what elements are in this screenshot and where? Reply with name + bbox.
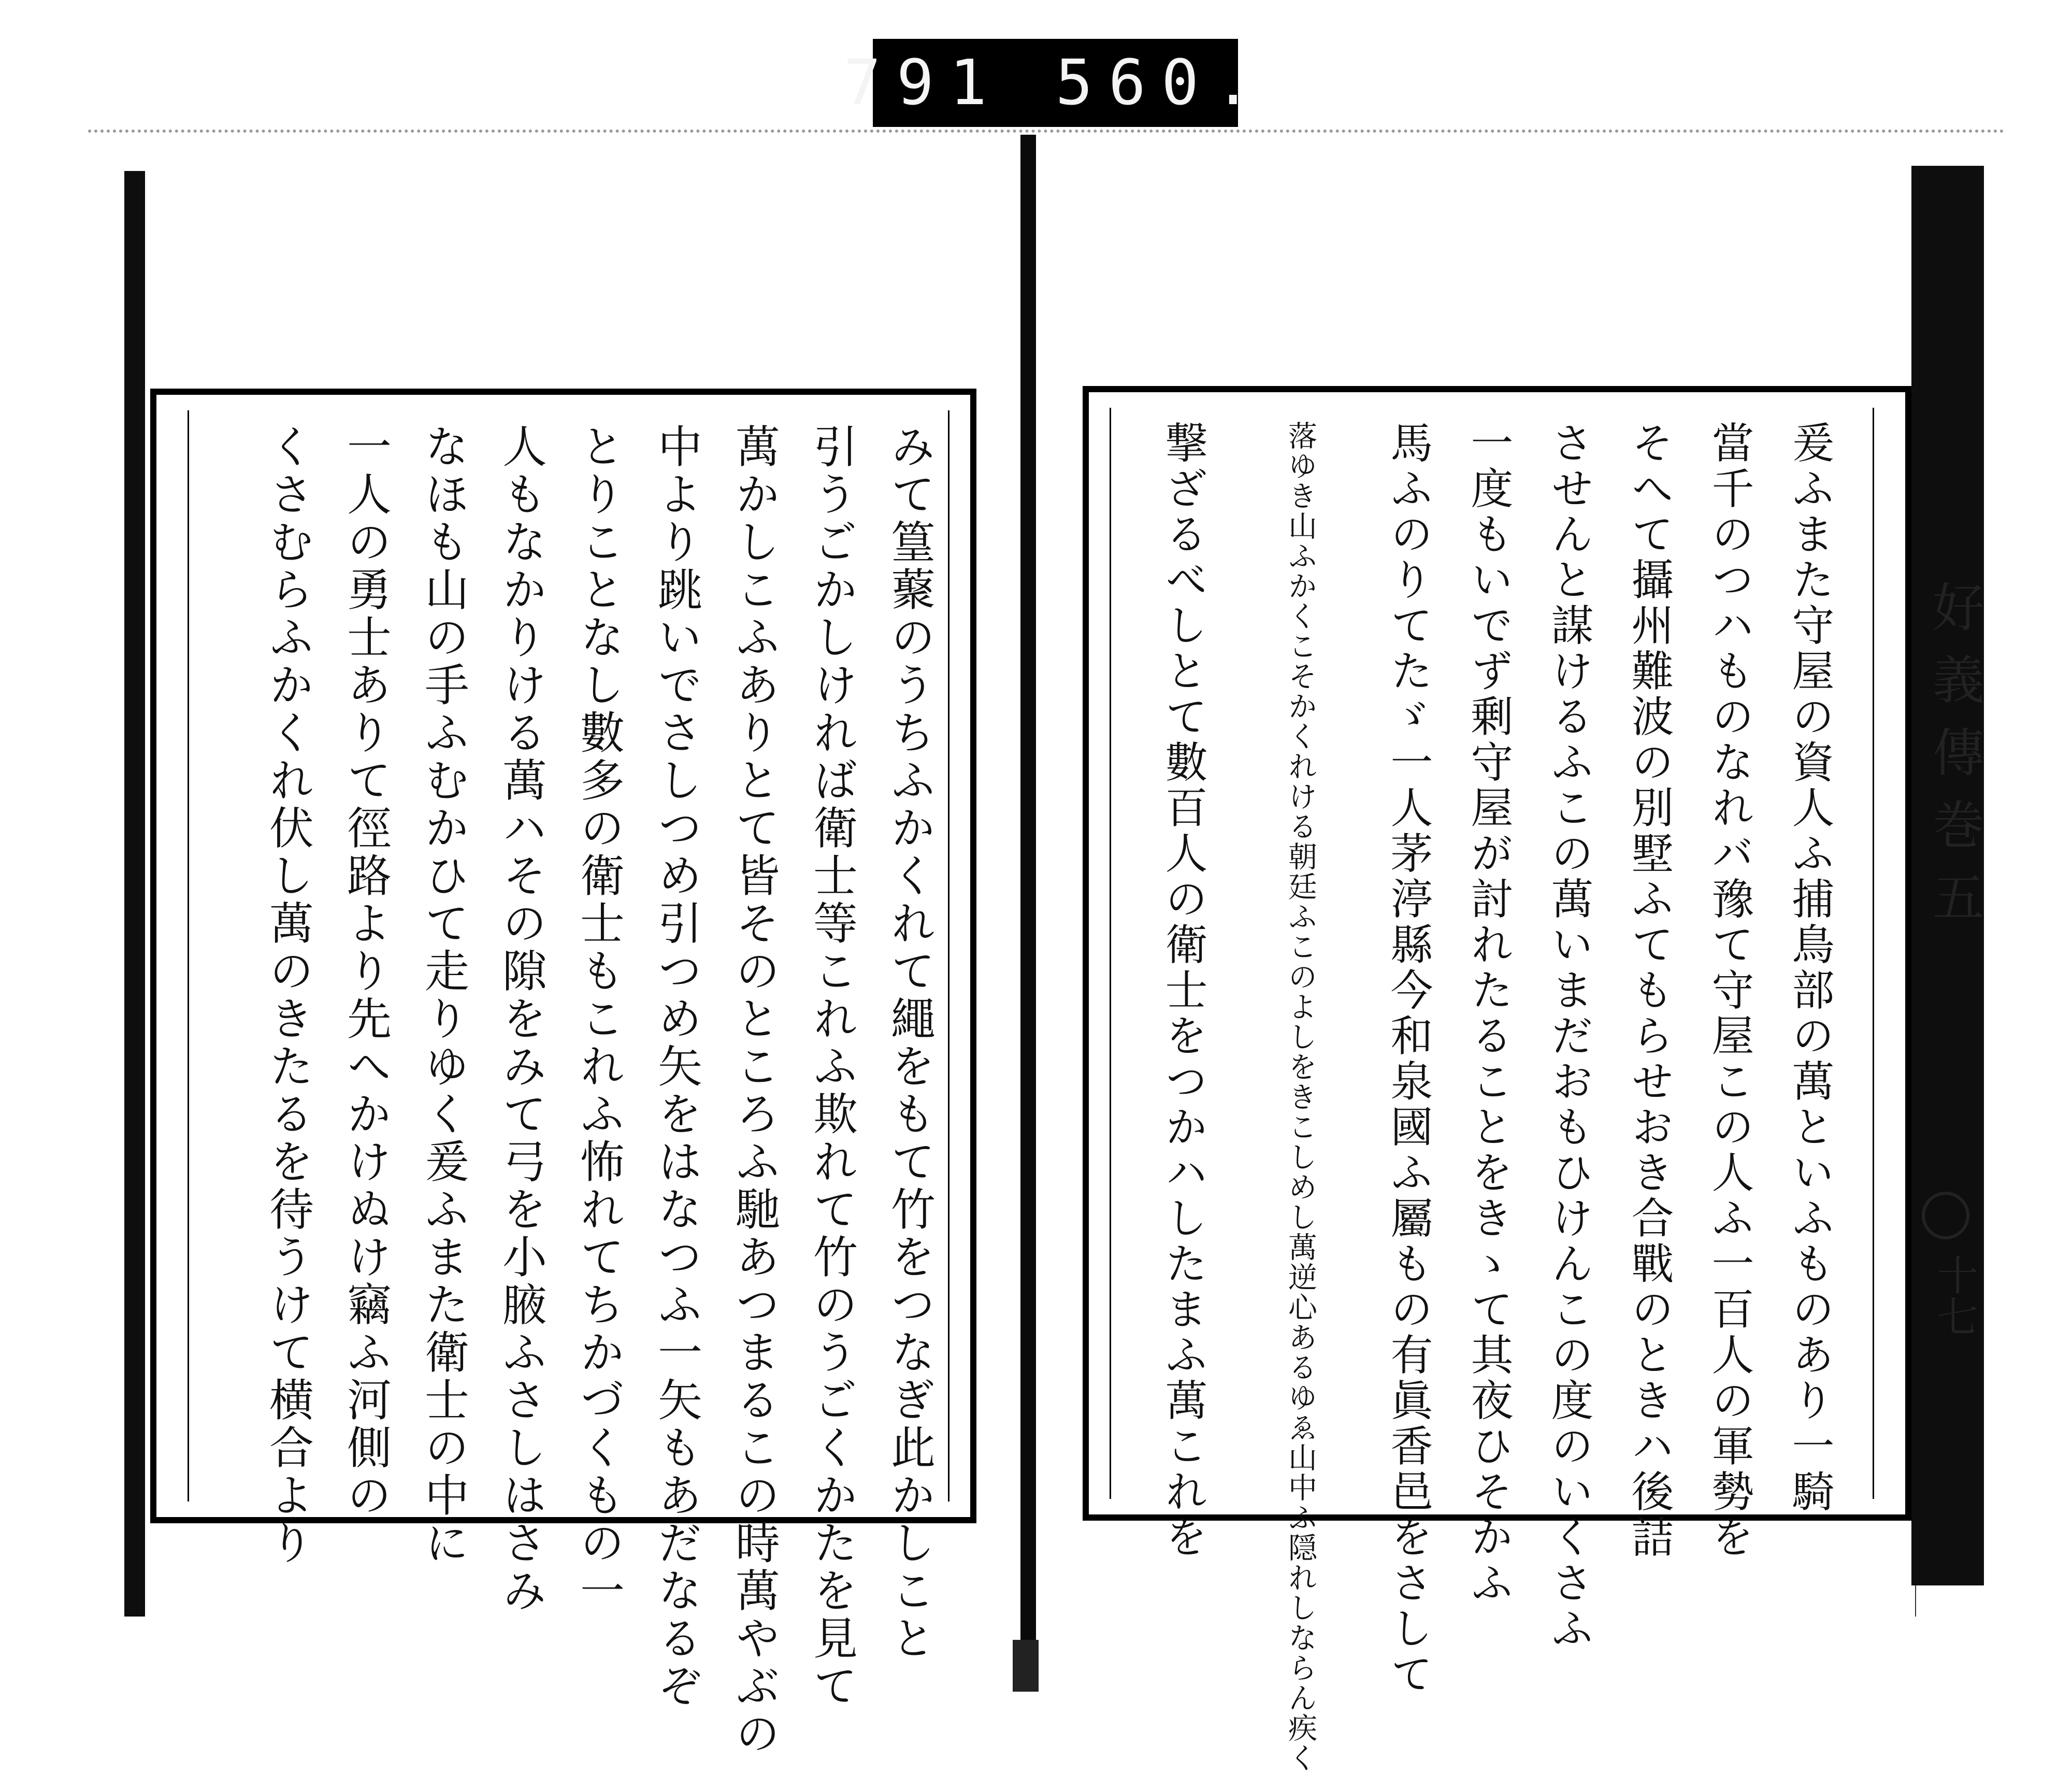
right-text-column: 落ゆき山ふかくこそかくれける朝廷ふこのよしをきこしめし萬逆心あるゆゑ山中ふ隠れしならん疾く <box>1284 421 1317 1773</box>
left-text-column: とりことなし數多の衛士もこれふ怖れてちかづくもの一 <box>572 423 624 1615</box>
left-inner-rule <box>188 410 189 1502</box>
right-text-column: 撃ざるべしとて數百人の衛士をつかハしたまふ萬これを <box>1158 421 1207 1561</box>
right-text-column: 一度もいでず剰守屋が討れたることをきゝて其夜ひそかふ <box>1464 421 1513 1606</box>
right-margin-title: 好義傳巻五 <box>1924 580 1984 943</box>
right-inner-rule <box>1873 408 1874 1499</box>
left-text-column: 中より跳いでさしつめ引つめ矢をはなつふ一矢もあだなるぞ <box>650 423 702 1710</box>
right-folio: 十七 <box>1930 1254 1978 1337</box>
left-inner-rule-right <box>948 410 949 1502</box>
left-text-column: みて篁藂のうちふかくれて繩をもて竹をつなぎ此かしこと <box>883 423 935 1663</box>
left-page-edge <box>124 171 145 1617</box>
right-text-column: 當千のつハものなれバ豫て守屋この人ふ一百人の軍勢を <box>1705 421 1754 1561</box>
left-text-column: 人もなかりける萬ハその隙をみて弓を小腋ふさしはさみ <box>495 423 546 1615</box>
right-text-column: 馬ふのりてたゞ一人茅渟縣今和泉國ふ屬もの有眞香邑をさして <box>1384 421 1433 1697</box>
spine-tab <box>1013 1640 1039 1692</box>
left-text-frame <box>150 389 976 1758</box>
right-folio-ring-icon <box>1922 1192 1969 1239</box>
book-spine <box>1020 135 1036 1679</box>
catalog-number-plate <box>843 39 1268 127</box>
left-text-column: 萬かしこふありとて皆そのところふ馳あつまるこの時萬やぶの <box>728 423 780 1758</box>
right-text-column: 爰ふまた守屋の資人ふ捕鳥部の萬といふものあり一騎 <box>1785 421 1834 1515</box>
right-text-column: させんと謀けるふこの萬いまだおもひけんこの度のいくさふ <box>1544 421 1593 1652</box>
right-inner-rule-left <box>1110 408 1111 1499</box>
right-text-column: そへて攝州難波の別墅ふてもらせおき合戰のときハ後詰 <box>1624 421 1674 1561</box>
right-text-frame <box>1083 386 1911 1773</box>
left-text-column: 一人の勇士ありて徑路より先へかけぬけ竊ふ河側の <box>339 423 391 1520</box>
left-text-column: 引うごかしければ衛士等これふ欺れて竹のうごくかたを見て <box>805 423 857 1710</box>
left-text-column: くさむらふかくれ伏し萬のきたるを待うけて横合より <box>262 423 313 1567</box>
catalog-number: 791 560. <box>843 47 1268 119</box>
left-text-column: なほも山の手ふむかひて走りゆく爰ふまた衛士の中に <box>417 423 469 1567</box>
